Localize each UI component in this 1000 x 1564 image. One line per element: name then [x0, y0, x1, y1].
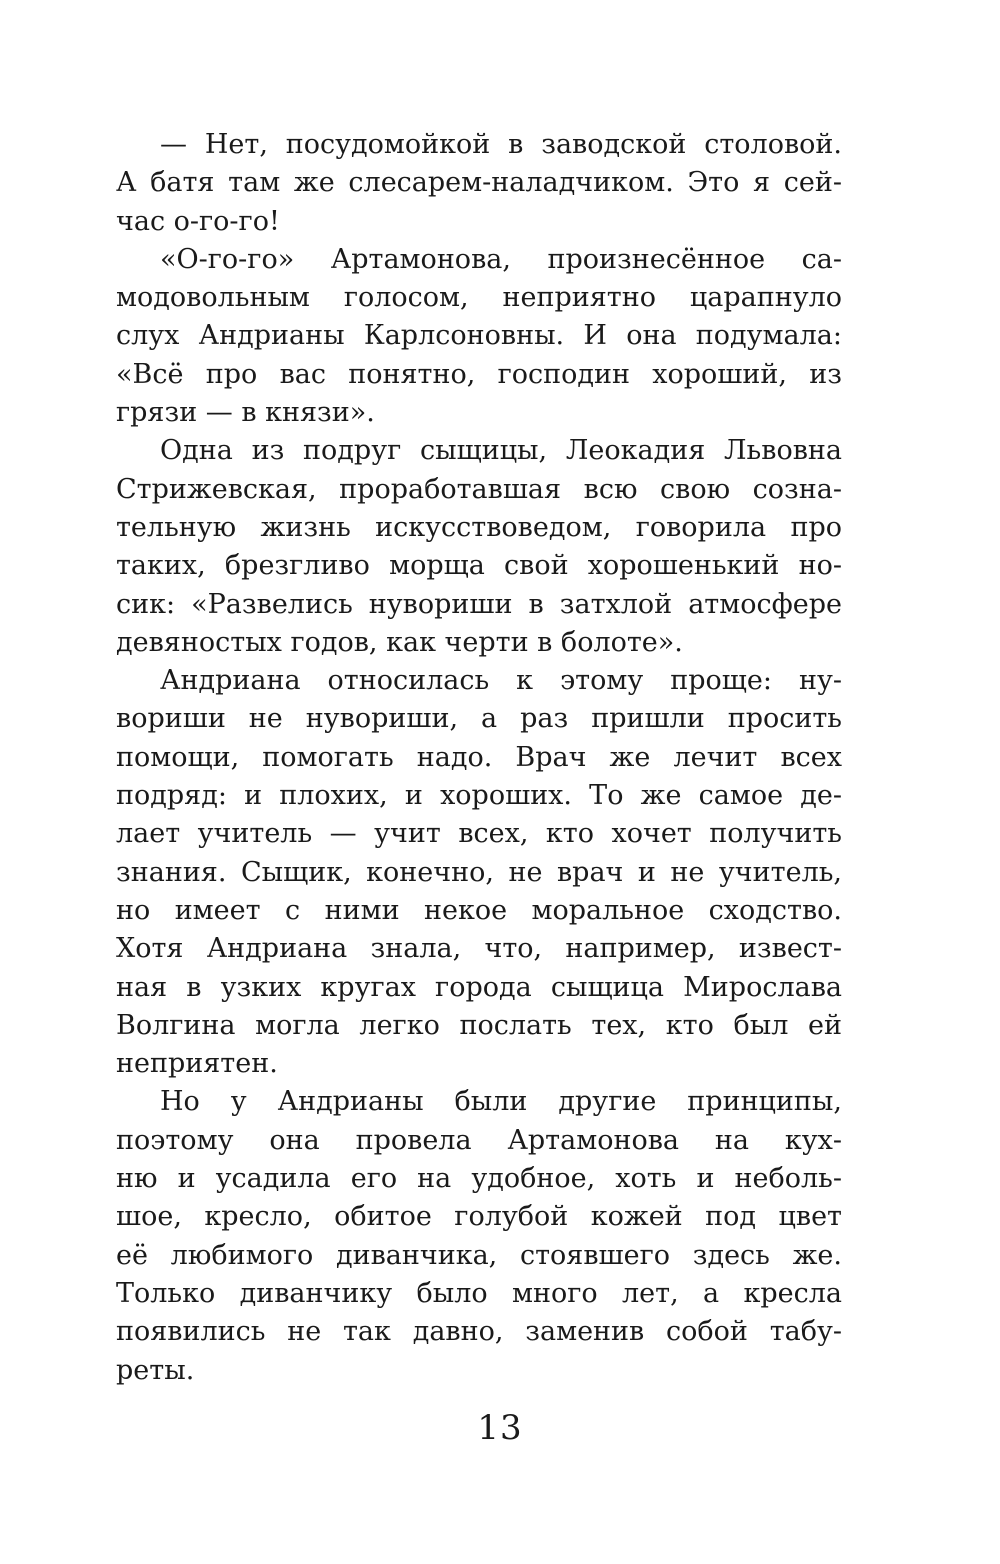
text-line: шое, кресло, обитое голубой кожей под цвет [116, 1201, 842, 1233]
text-line: Волгина могла легко послать тех, кто был ей [116, 1009, 842, 1041]
page-number: 13 [477, 1408, 523, 1448]
text-line: Андриана относилась к этому проще: ну- [160, 665, 842, 697]
text-line: подряд: и плохих, и хороших. То же самое де- [116, 780, 842, 812]
text-line: — Нет, посудомойкой в заводской столовой. [160, 129, 842, 160]
text-line: Но у Андрианы были другие принципы, [160, 1086, 842, 1118]
text-line: ная в узких кругах города сыщица Мирослава [116, 971, 842, 1003]
text-line: её любимого диванчика, стоявшего здесь же. [116, 1239, 842, 1271]
body-text [116, 126, 842, 1390]
text-line: помощи, помогать надо. Врач же лечит всех [116, 741, 842, 773]
text-line: вориши не нувориши, а раз пришли просить [116, 703, 842, 735]
text-line: Только диванчику было много лет, а кресла [116, 1277, 842, 1309]
text-line: лает учитель — учит всех, кто хочет получить [116, 818, 842, 850]
text-line: девяностых годов, как черти в болоте». [116, 626, 683, 658]
text-line: «О-го-го» Артамонова, произнесённое са- [160, 243, 842, 275]
text-line: тельную жизнь искусствоведом, говорила про [116, 511, 842, 543]
text-line: сик: «Развелись нувориши в затхлой атмосфере [116, 588, 842, 620]
text-line: Одна из подруг сыщицы, Леокадия Львовна [160, 435, 842, 467]
text-line: модовольным голосом, неприятно царапнуло [116, 282, 842, 314]
text-line: Стрижевская, проработавшая всю свою созна- [116, 473, 842, 505]
text-line: А батя там же слесарем-наладчиком. Это я сей- [116, 167, 842, 199]
text-line: слух Андрианы Карлсоновны. И она подумала: [116, 320, 842, 352]
text-line: но имеет с ними некое моральное сходство. [116, 894, 842, 926]
text-line: час о-го-го! [116, 205, 280, 237]
text-line: грязи — в князи». [116, 397, 375, 429]
text-line: реты. [116, 1354, 195, 1386]
text-line: Хотя Андриана знала, что, например, извест- [116, 933, 842, 965]
text-line: неприятен. [116, 1048, 278, 1080]
text-line: знания. Сыщик, конечно, не врач и не учитель, [116, 856, 842, 888]
text-line: «Всё про вас понятно, господин хороший, из [116, 358, 842, 390]
text-line: появились не так давно, заменив собой табу- [116, 1316, 842, 1348]
text-line: ню и усадила его на удобное, хоть и неболь- [116, 1163, 842, 1195]
text-line: таких, брезгливо морща свой хорошенький но- [116, 550, 842, 582]
text-line: поэтому она провела Артамонова на кух- [116, 1124, 842, 1156]
